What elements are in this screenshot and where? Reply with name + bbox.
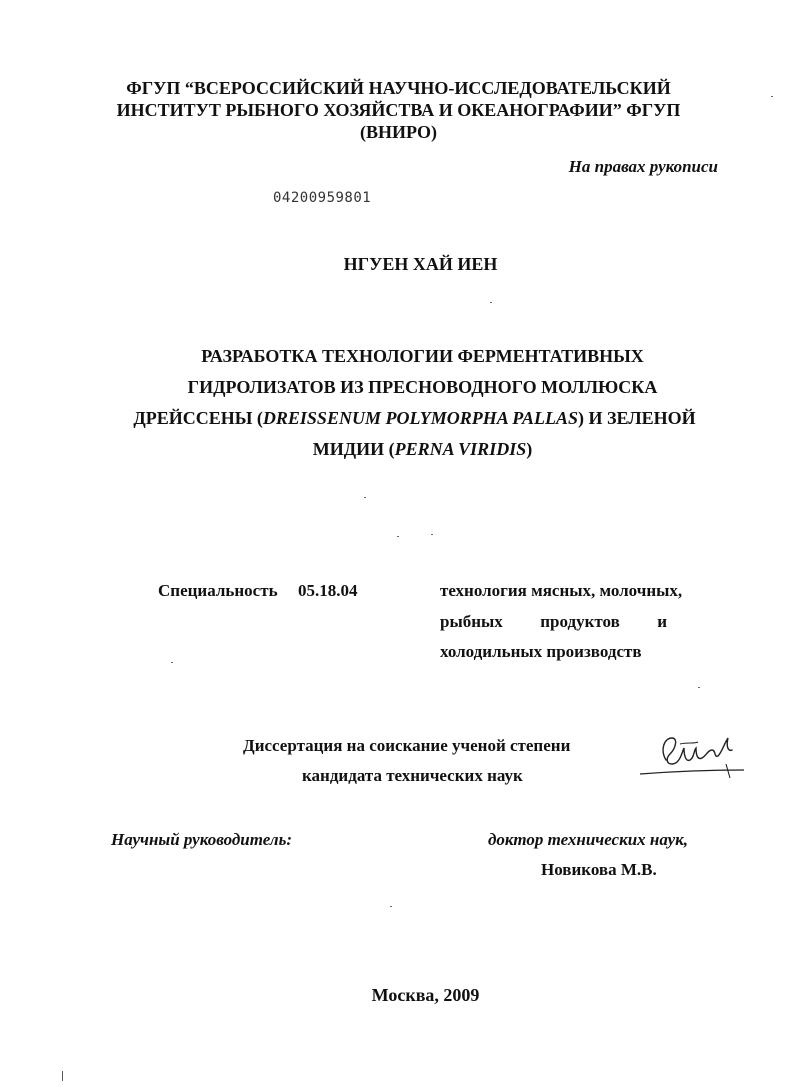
title-line-3 — [16, 408, 797, 429]
specialty-name-line-1: технология мясных, молочных, — [440, 581, 683, 600]
scan-speck — [397, 536, 399, 537]
author-name: НГУЕН ХАЙ ИЕН — [343, 254, 498, 274]
scan-speck — [771, 96, 773, 97]
title-latin-name-2: PERNA VIRIDIS — [394, 439, 527, 459]
scan-mark — [62, 1071, 63, 1081]
scan-speck — [431, 534, 433, 535]
scan-speck — [698, 687, 700, 688]
scan-speck — [390, 906, 392, 907]
scan-speck — [364, 497, 366, 498]
title-line-4-suffix: ) — [526, 439, 533, 459]
dissertation-line-1: Диссертация на соискание ученой степени — [243, 736, 571, 755]
specialty-name-line-2 — [440, 612, 667, 632]
specialty-word: и — [657, 612, 667, 631]
institution-line-1: ФГУП “ВСЕРОССИЙСКИЙ НАУЧНО-ИССЛЕДОВАТЕЛЬСКИЙ — [126, 78, 671, 98]
registration-number: 04200959801 — [273, 190, 372, 206]
title-line-3-suffix: ) И ЗЕЛЕНОЙ — [577, 408, 696, 428]
supervisor-degree: доктор технических наук, — [488, 830, 689, 849]
title-line-1: РАЗРАБОТКА ТЕХНОЛОГИИ ФЕРМЕНТАТИВНЫХ — [201, 346, 644, 366]
institution-line-3: (ВНИРО) — [360, 122, 437, 142]
dissertation-line-2: кандидата технических наук — [302, 766, 523, 785]
specialty-word: рыбных — [440, 612, 503, 631]
scan-speck — [490, 302, 492, 303]
institution-line-2: ИНСТИТУТ РЫБНОГО ХОЗЯЙСТВА И ОКЕАНОГРАФИИ” ФГУП — [116, 100, 681, 120]
title-line-2: ГИДРОЛИЗАТОВ ИЗ ПРЕСНОВОДНОГО МОЛЛЮСКА — [187, 377, 658, 397]
title-latin-name-1: DREISSENUM POLYMORPHA PALLAS — [262, 408, 578, 428]
supervisor-name: Новикова М.В. — [541, 860, 657, 879]
title-line-3-prefix: ДРЕЙССЕНЫ ( — [133, 408, 263, 428]
city-year: Москва, 2009 — [371, 985, 480, 1005]
author-signature — [636, 730, 748, 782]
specialty-name-line-3: холодильных производств — [440, 642, 642, 661]
specialty-word: продуктов — [540, 612, 620, 631]
title-line-4 — [24, 439, 797, 460]
supervisor-label: Научный руководитель: — [111, 830, 293, 849]
title-line-4-prefix: МИДИИ ( — [312, 439, 395, 459]
specialty-code: 05.18.04 — [298, 581, 358, 600]
scan-speck — [171, 662, 173, 663]
manuscript-rights: На правах рукописи — [568, 157, 718, 176]
specialty-label: Специальность — [158, 581, 278, 600]
